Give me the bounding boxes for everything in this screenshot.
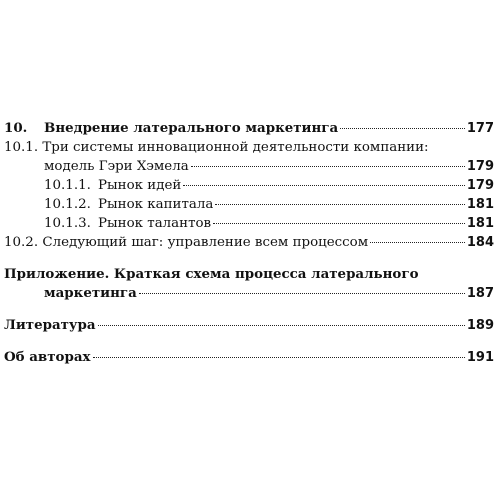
page-number: 179 — [466, 159, 494, 174]
dot-leader — [370, 242, 465, 243]
toc-entry-10-1-2[interactable] — [4, 195, 494, 214]
toc-entry-literature[interactable] — [4, 316, 494, 335]
entry-number: 10. — [4, 120, 28, 136]
entry-title: Следующий шаг: управление всем процессом — [42, 235, 369, 250]
spacer — [4, 303, 494, 316]
dot-leader — [213, 223, 465, 224]
page-number: 187 — [466, 286, 494, 301]
entry-number: 10.1.2. — [44, 197, 91, 212]
page-number: 181 — [466, 216, 494, 231]
page-number: 179 — [466, 178, 494, 193]
dot-leader — [215, 204, 464, 205]
toc-entry-10-1-line2[interactable] — [4, 157, 494, 176]
page-number: 184 — [466, 235, 494, 250]
spacer — [4, 335, 494, 348]
entry-number: 10.1. — [4, 140, 39, 155]
entry-number: 10.2. — [4, 235, 39, 250]
toc-entry-10-1-3[interactable] — [4, 214, 494, 233]
dot-leader — [93, 357, 465, 358]
dot-leader — [139, 293, 465, 294]
toc-entry-10-1-1[interactable] — [4, 176, 494, 195]
dot-leader — [191, 166, 465, 167]
dot-leader — [340, 128, 465, 129]
entry-number: 10.1.1. — [44, 178, 91, 193]
toc-entry-appendix-line2[interactable] — [4, 284, 494, 303]
entry-title-continued: маркетинга — [44, 285, 137, 301]
page-number: 191 — [466, 350, 494, 365]
toc-entry-chapter-10[interactable] — [4, 119, 494, 138]
page-number: 189 — [466, 318, 494, 333]
table-of-contents — [4, 119, 494, 367]
toc-entry-10-2[interactable] — [4, 233, 494, 252]
entry-title: Об авторах — [4, 349, 91, 365]
entry-number: 10.1.3. — [44, 216, 91, 231]
toc-entry-10-1-line1[interactable] — [4, 138, 494, 157]
dot-leader — [183, 185, 465, 186]
entry-title: Рынок талантов — [98, 216, 212, 231]
entry-title: Внедрение латерального маркетинга — [44, 120, 339, 136]
page-number: 181 — [466, 197, 494, 212]
entry-title: Литература — [4, 317, 96, 333]
entry-title: Рынок капитала — [98, 197, 214, 212]
entry-title-continued: модель Гэри Хэмела — [44, 159, 189, 174]
entry-title-prefix: Приложение — [4, 266, 105, 282]
page-number: 177 — [466, 121, 494, 136]
spacer — [4, 252, 494, 265]
dot-leader — [98, 325, 465, 326]
entry-title: Три системы инновационной деятельности компании: — [42, 140, 429, 155]
entry-title: Рынок идей — [98, 178, 182, 193]
toc-entry-authors[interactable] — [4, 348, 494, 367]
entry-title: . Краткая схема процесса латерального — [104, 266, 419, 282]
toc-entry-appendix-line1[interactable] — [4, 265, 494, 284]
